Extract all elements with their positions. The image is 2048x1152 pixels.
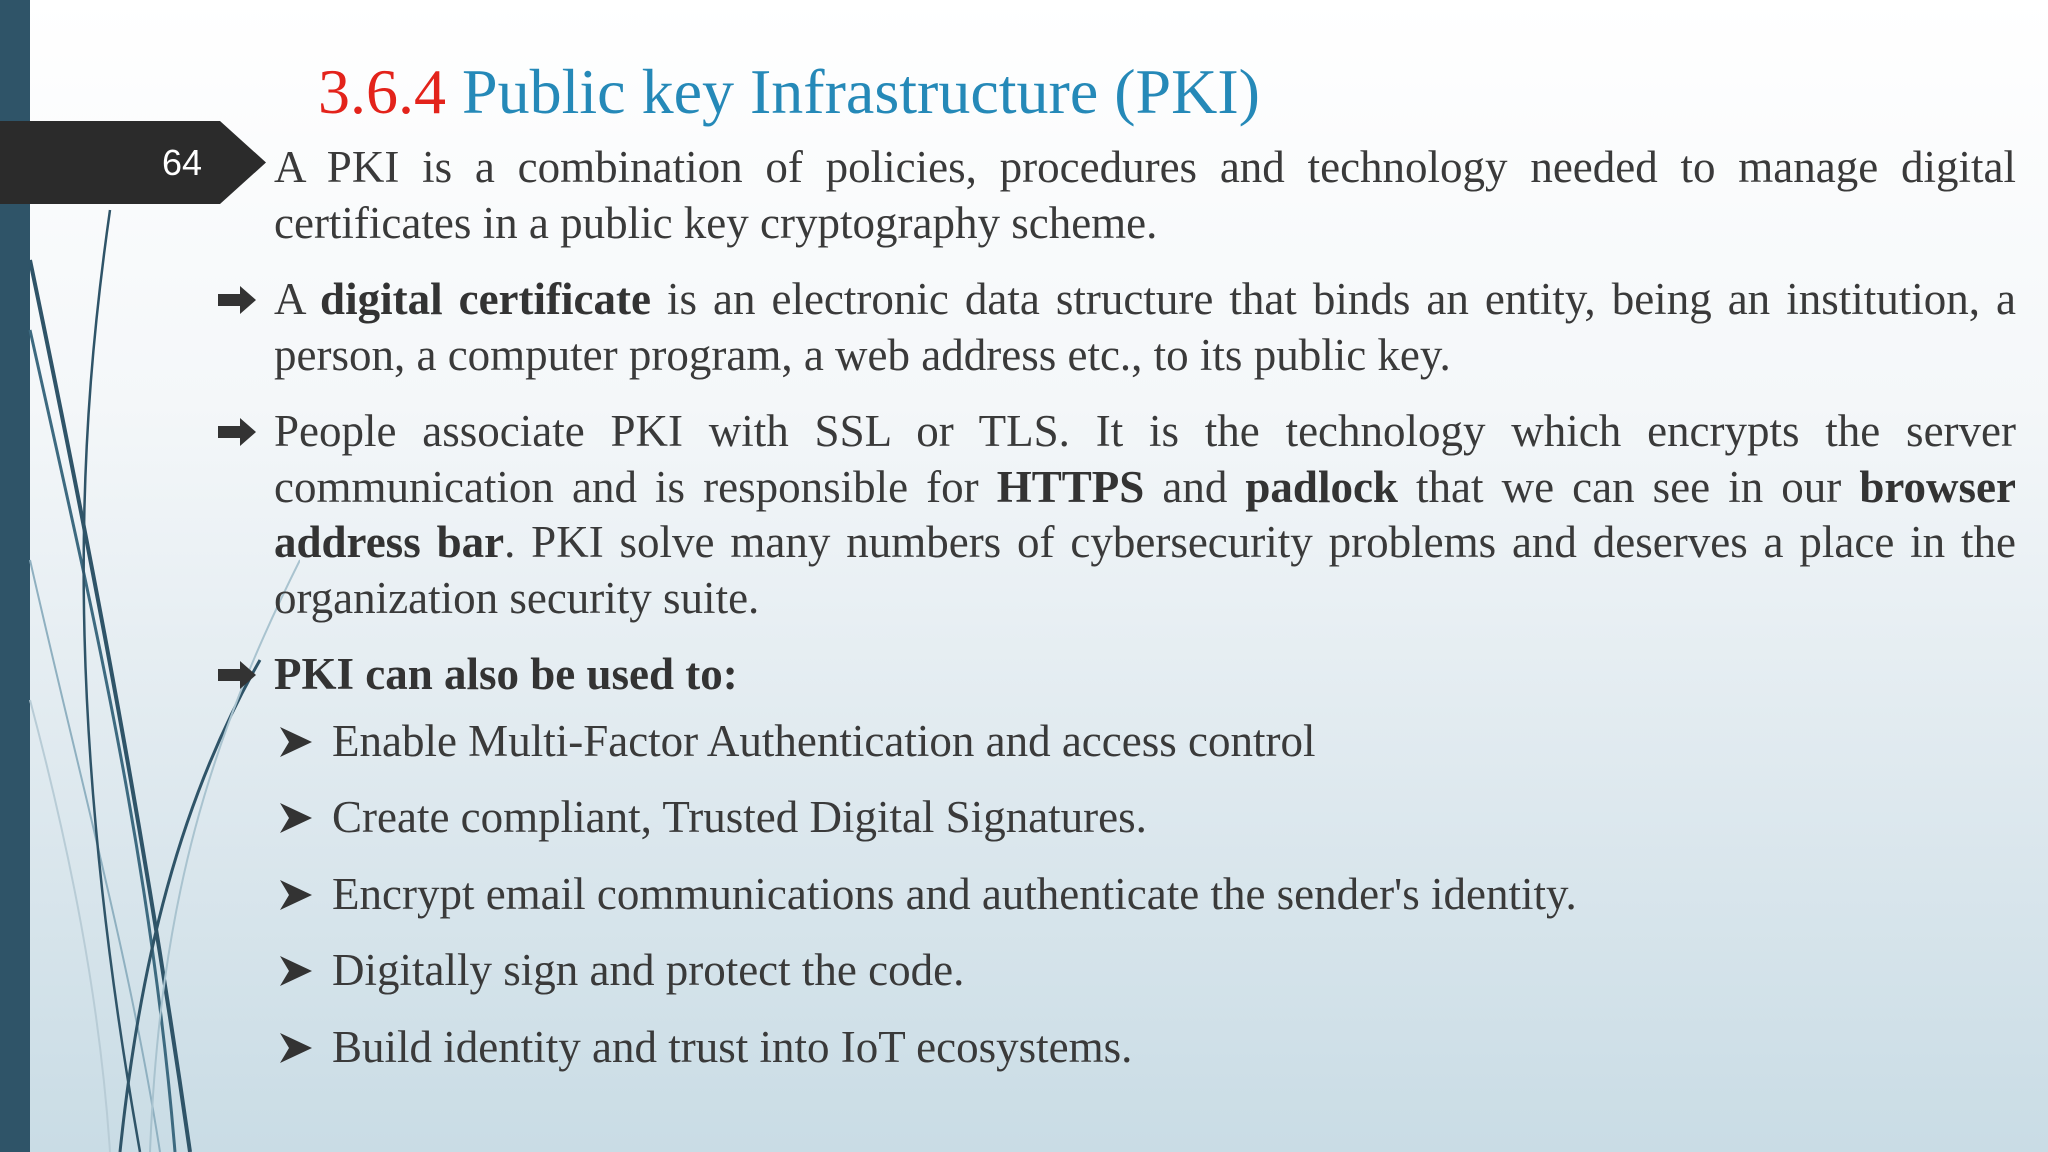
bold-term: browser address bar	[274, 461, 2016, 567]
paragraph-text: . PKI solve many numbers of cybersecurity problems and deserves a place in the organization security suite.	[274, 517, 2016, 623]
slide-content	[210, 140, 2016, 1085]
paragraph-ssl-tls	[210, 404, 2016, 626]
bold-term: digital certificate	[320, 274, 651, 324]
list-item-text: Build identity and trust into IoT ecosystems.	[332, 1021, 1133, 1072]
paragraph-pki-definition	[210, 140, 2016, 251]
paragraph-text: and	[1144, 461, 1246, 512]
arrowhead-bullet-icon	[280, 880, 312, 910]
list-item-text: Digitally sign and protect the code.	[332, 945, 965, 995]
bold-term: HTTPS	[996, 461, 1145, 512]
uses-heading: PKI can also be used to:	[274, 649, 738, 699]
list-item-use	[210, 856, 2016, 933]
bold-term: padlock	[1245, 461, 1398, 512]
arrowhead-bullet-icon	[280, 727, 312, 757]
arrowhead-bullet-icon	[280, 1033, 312, 1063]
paragraph-text: People associate PKI with SSL or TLS. It is the technology which encrypts the server communication and is responsible for	[274, 406, 2016, 512]
arrowhead-bullet-icon	[280, 803, 312, 833]
paragraph-text: A PKI is a combination of policies, procedures and technology needed to manage digital certificates in a public key cryptography scheme.	[274, 142, 2016, 248]
arrowhead-bullet-icon	[280, 956, 312, 986]
slide-title	[318, 52, 1260, 132]
list-item-use	[210, 703, 2016, 780]
arrow-bullet-icon	[218, 661, 256, 689]
arrow-bullet-icon	[218, 286, 256, 314]
list-item-text: Encrypt email communications and authenticate the sender's identity.	[332, 868, 1577, 919]
page-number: 64	[161, 142, 203, 183]
list-item-use	[210, 932, 2016, 1009]
paragraph-text: A	[274, 274, 321, 324]
paragraph-uses-heading	[210, 647, 2016, 703]
paragraph-digital-certificate	[210, 272, 2016, 383]
list-item-text: Create compliant, Trusted Digital Signatures.	[332, 792, 1147, 842]
list-item-use	[210, 779, 2016, 856]
list-item-text: Enable Multi-Factor Authentication and access control	[332, 715, 1316, 766]
arrow-bullet-icon	[218, 418, 256, 446]
paragraph-text: that we can see in our	[1397, 461, 1860, 512]
paragraph-text: is an electronic data structure that binds an entity, being an institution, a person, a computer program, a web address etc., to its public key.	[274, 274, 2016, 380]
title-section-number: 3.6.4	[318, 56, 446, 127]
title-text: Public key Infrastructure (PKI)	[462, 56, 1260, 127]
list-item-use	[210, 1009, 2016, 1086]
